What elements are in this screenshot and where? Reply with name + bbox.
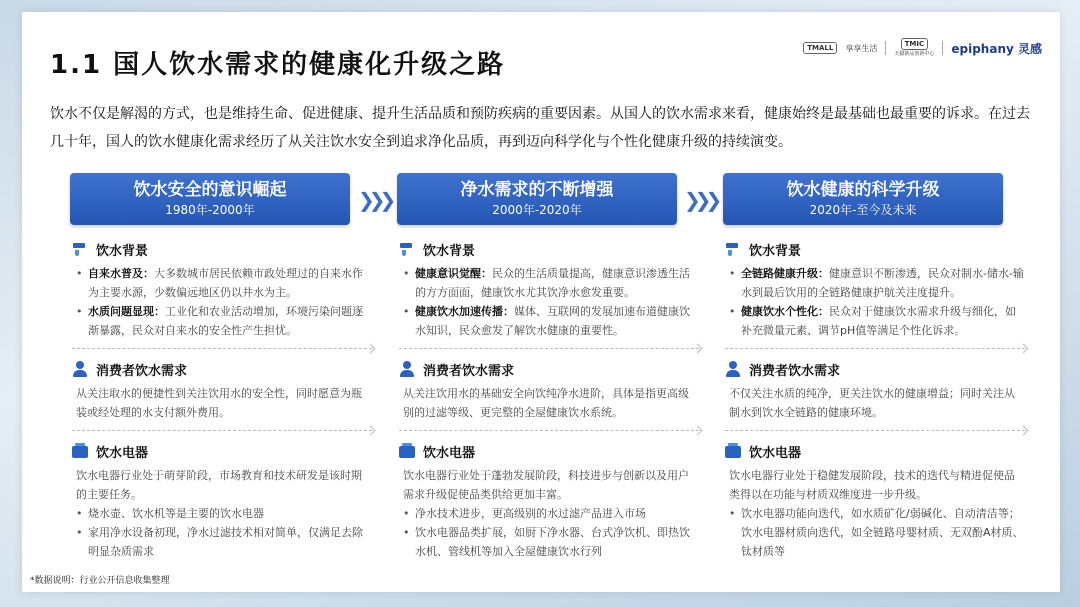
- bullet-text: 民众的生活质量提高，健康意识渗透生活的方方面面，健康饮水尤其饮净水愈发重要。: [415, 267, 690, 299]
- list-item: [729, 302, 1025, 340]
- user-icon: [399, 361, 415, 377]
- water-tap-icon: [725, 241, 741, 257]
- list-item: • 饮水电器功能向迭代，如水质矿化/弱碱化、自动清洁等；饮水电器材质向迭代，如全链路母婴材质、无双酚A材质、钛材质等: [729, 504, 1025, 561]
- water-dispenser-icon: [399, 443, 415, 459]
- background-section: [72, 238, 372, 340]
- divider: [72, 430, 372, 431]
- logo-divider: [885, 41, 886, 55]
- intro-paragraph: 饮水不仅是解渴的方式，也是维持生命、促进健康、提升生活品质和预防疾病的重要因素。从国人的饮水需求来看，健康始终是最基础也最重要的诉求。在过去几十年，国人的饮水健康化需求经历了从关注饮水安全到追求净化品质，再到迈向科学化与个性化健康升级的持续演变。: [50, 106, 1030, 150]
- appliance-intro: 饮水电器行业处于蓬勃发展阶段，科技进步与创新以及用户需求升级促使品类供给更加丰富。: [403, 469, 689, 501]
- list-item: [729, 264, 1025, 302]
- stage-1-column: [72, 238, 372, 561]
- user-icon: [725, 361, 741, 377]
- divider: [72, 348, 372, 349]
- demand-section: [725, 358, 1025, 422]
- section-title: 饮水背景: [749, 243, 802, 259]
- water-dispenser-icon: [72, 443, 88, 459]
- section-title: 消费者饮水需求: [96, 363, 188, 379]
- list-item: [403, 302, 699, 340]
- stage-title: 饮水安全的意识崛起: [133, 180, 287, 200]
- list-item: [403, 264, 699, 302]
- appliance-intro: 饮水电器行业处于稳健发展阶段，技术的迭代与精进促使品类得以在功能与材质双维度进一步升级。: [729, 469, 1015, 501]
- stage-3-header: [723, 173, 1003, 225]
- water-tap-icon: [72, 241, 88, 257]
- background-section: [399, 238, 699, 340]
- list-item: • 净水技术进步，更高级别的水过滤产品进入市场: [403, 504, 699, 523]
- demand-section: [399, 358, 699, 422]
- tmic-logo-mark: TMIC: [901, 38, 928, 50]
- stage-period: 2000年-2020年: [492, 203, 582, 217]
- stage-2-header: [397, 173, 677, 225]
- divider: [399, 348, 699, 349]
- bullet-text: 民众对于健康饮水需求升级与细化，如补充微量元素、调节pH值等满足个性化诉求。: [741, 305, 1016, 337]
- bullet-lead: 健康意识觉醒：: [415, 267, 492, 280]
- appliance-section: [725, 440, 1025, 561]
- stage-title: 饮水健康的科学升级: [786, 180, 940, 200]
- bullet-text: 媒体、互联网的发展加速布道健康饮水知识，民众愈发了解饮水健康的重要性。: [415, 305, 690, 337]
- epiphany-logo: epiphany 灵感: [951, 41, 1042, 56]
- demand-text: 不仅关注水质的纯净，更关注饮水的健康增益；同时关注从制水到饮水全链路的健康环境。: [729, 387, 1015, 419]
- slide: [22, 12, 1060, 592]
- footnote: *数据说明：行业公开信息收集整理: [30, 576, 170, 586]
- bullet-lead: 水质问题显现：: [88, 305, 165, 318]
- bullet-lead: 健康饮水加速传播：: [415, 305, 514, 318]
- stage-1-header: [70, 173, 350, 225]
- section-title: 饮水电器: [749, 445, 802, 461]
- bullet-text: 健康意识不断渗透，民众对制水-储水-输水到最后饮用的全链路健康护航关注度提升。: [741, 267, 1024, 299]
- tmic-logo-sub: 天猫新品创新中心: [894, 51, 935, 57]
- stage-title: 净水需求的不断增强: [460, 180, 614, 200]
- tmall-logo: TMALL: [803, 42, 837, 54]
- section-title: 消费者饮水需求: [423, 363, 515, 379]
- water-dispenser-icon: [725, 443, 741, 459]
- background-section: [725, 238, 1025, 340]
- section-title: 饮水背景: [423, 243, 476, 259]
- page-title: 1.1 国人饮水需求的健康化升级之路: [50, 50, 506, 80]
- appliance-intro: 饮水电器行业处于萌芽阶段，市场教育和技术研发是该时期的主要任务。: [76, 469, 362, 501]
- stage-3-column: [725, 238, 1025, 561]
- section-title: 消费者饮水需求: [749, 363, 841, 379]
- bullet-lead: 自来水普及：: [88, 267, 154, 280]
- logo-divider: [942, 41, 943, 55]
- user-icon: [72, 361, 88, 377]
- stage-period: 2020年-至今及未来: [809, 203, 917, 217]
- bullet-lead: 健康饮水个性化：: [741, 305, 829, 318]
- demand-section: [72, 358, 372, 422]
- list-item: • 饮水电器品类扩展，如厨下净水器、台式净饮机、即热饮水机、管线机等加入全屋健康饮水行列: [403, 523, 699, 561]
- stage-2-column: [399, 238, 699, 561]
- stage-period: 1980年-2000年: [165, 203, 255, 217]
- section-title: 饮水电器: [423, 445, 476, 461]
- tmic-logo: [894, 38, 934, 58]
- logo-bar: [803, 38, 1042, 58]
- list-item: [76, 302, 372, 340]
- bullet-text: 工业化和农业活动增加，环境污染问题逐渐暴露，民众对自来水的安全性产生担忧。: [88, 305, 363, 337]
- bullet-lead: 全链路健康升级：: [741, 267, 829, 280]
- chevron-right-icon: ❯❯❯: [684, 188, 717, 212]
- list-item: • 烧水壶、饮水机等是主要的饮水电器: [76, 504, 372, 523]
- appliance-section: [399, 440, 699, 561]
- demand-text: 从关注饮用水的基础安全向饮纯净水进阶，具体是指更高级别的过滤等级、更完整的全屋健康饮水系统。: [403, 387, 689, 419]
- section-title: 饮水电器: [96, 445, 149, 461]
- appliance-section: [72, 440, 372, 561]
- section-title: 饮水背景: [96, 243, 149, 259]
- divider: [725, 348, 1025, 349]
- water-tap-icon: [399, 241, 415, 257]
- chevron-right-icon: ❯❯❯: [358, 188, 391, 212]
- demand-text: 从关注取水的便捷性到关注饮用水的安全性，同时愿意为瓶装或经处理的水支付额外费用。: [76, 387, 362, 419]
- divider: [399, 430, 699, 431]
- list-item: [76, 264, 372, 302]
- bullet-text: 大多数城市居民依赖市政处理过的自来水作为主要水源，少数偏远地区仍以井水为主。: [88, 267, 363, 299]
- xiangxiang-logo: 享享生活: [845, 43, 878, 53]
- divider: [725, 430, 1025, 431]
- list-item: • 家用净水设备初现，净水过滤技术相对简单，仅满足去除明显杂质需求: [76, 523, 372, 561]
